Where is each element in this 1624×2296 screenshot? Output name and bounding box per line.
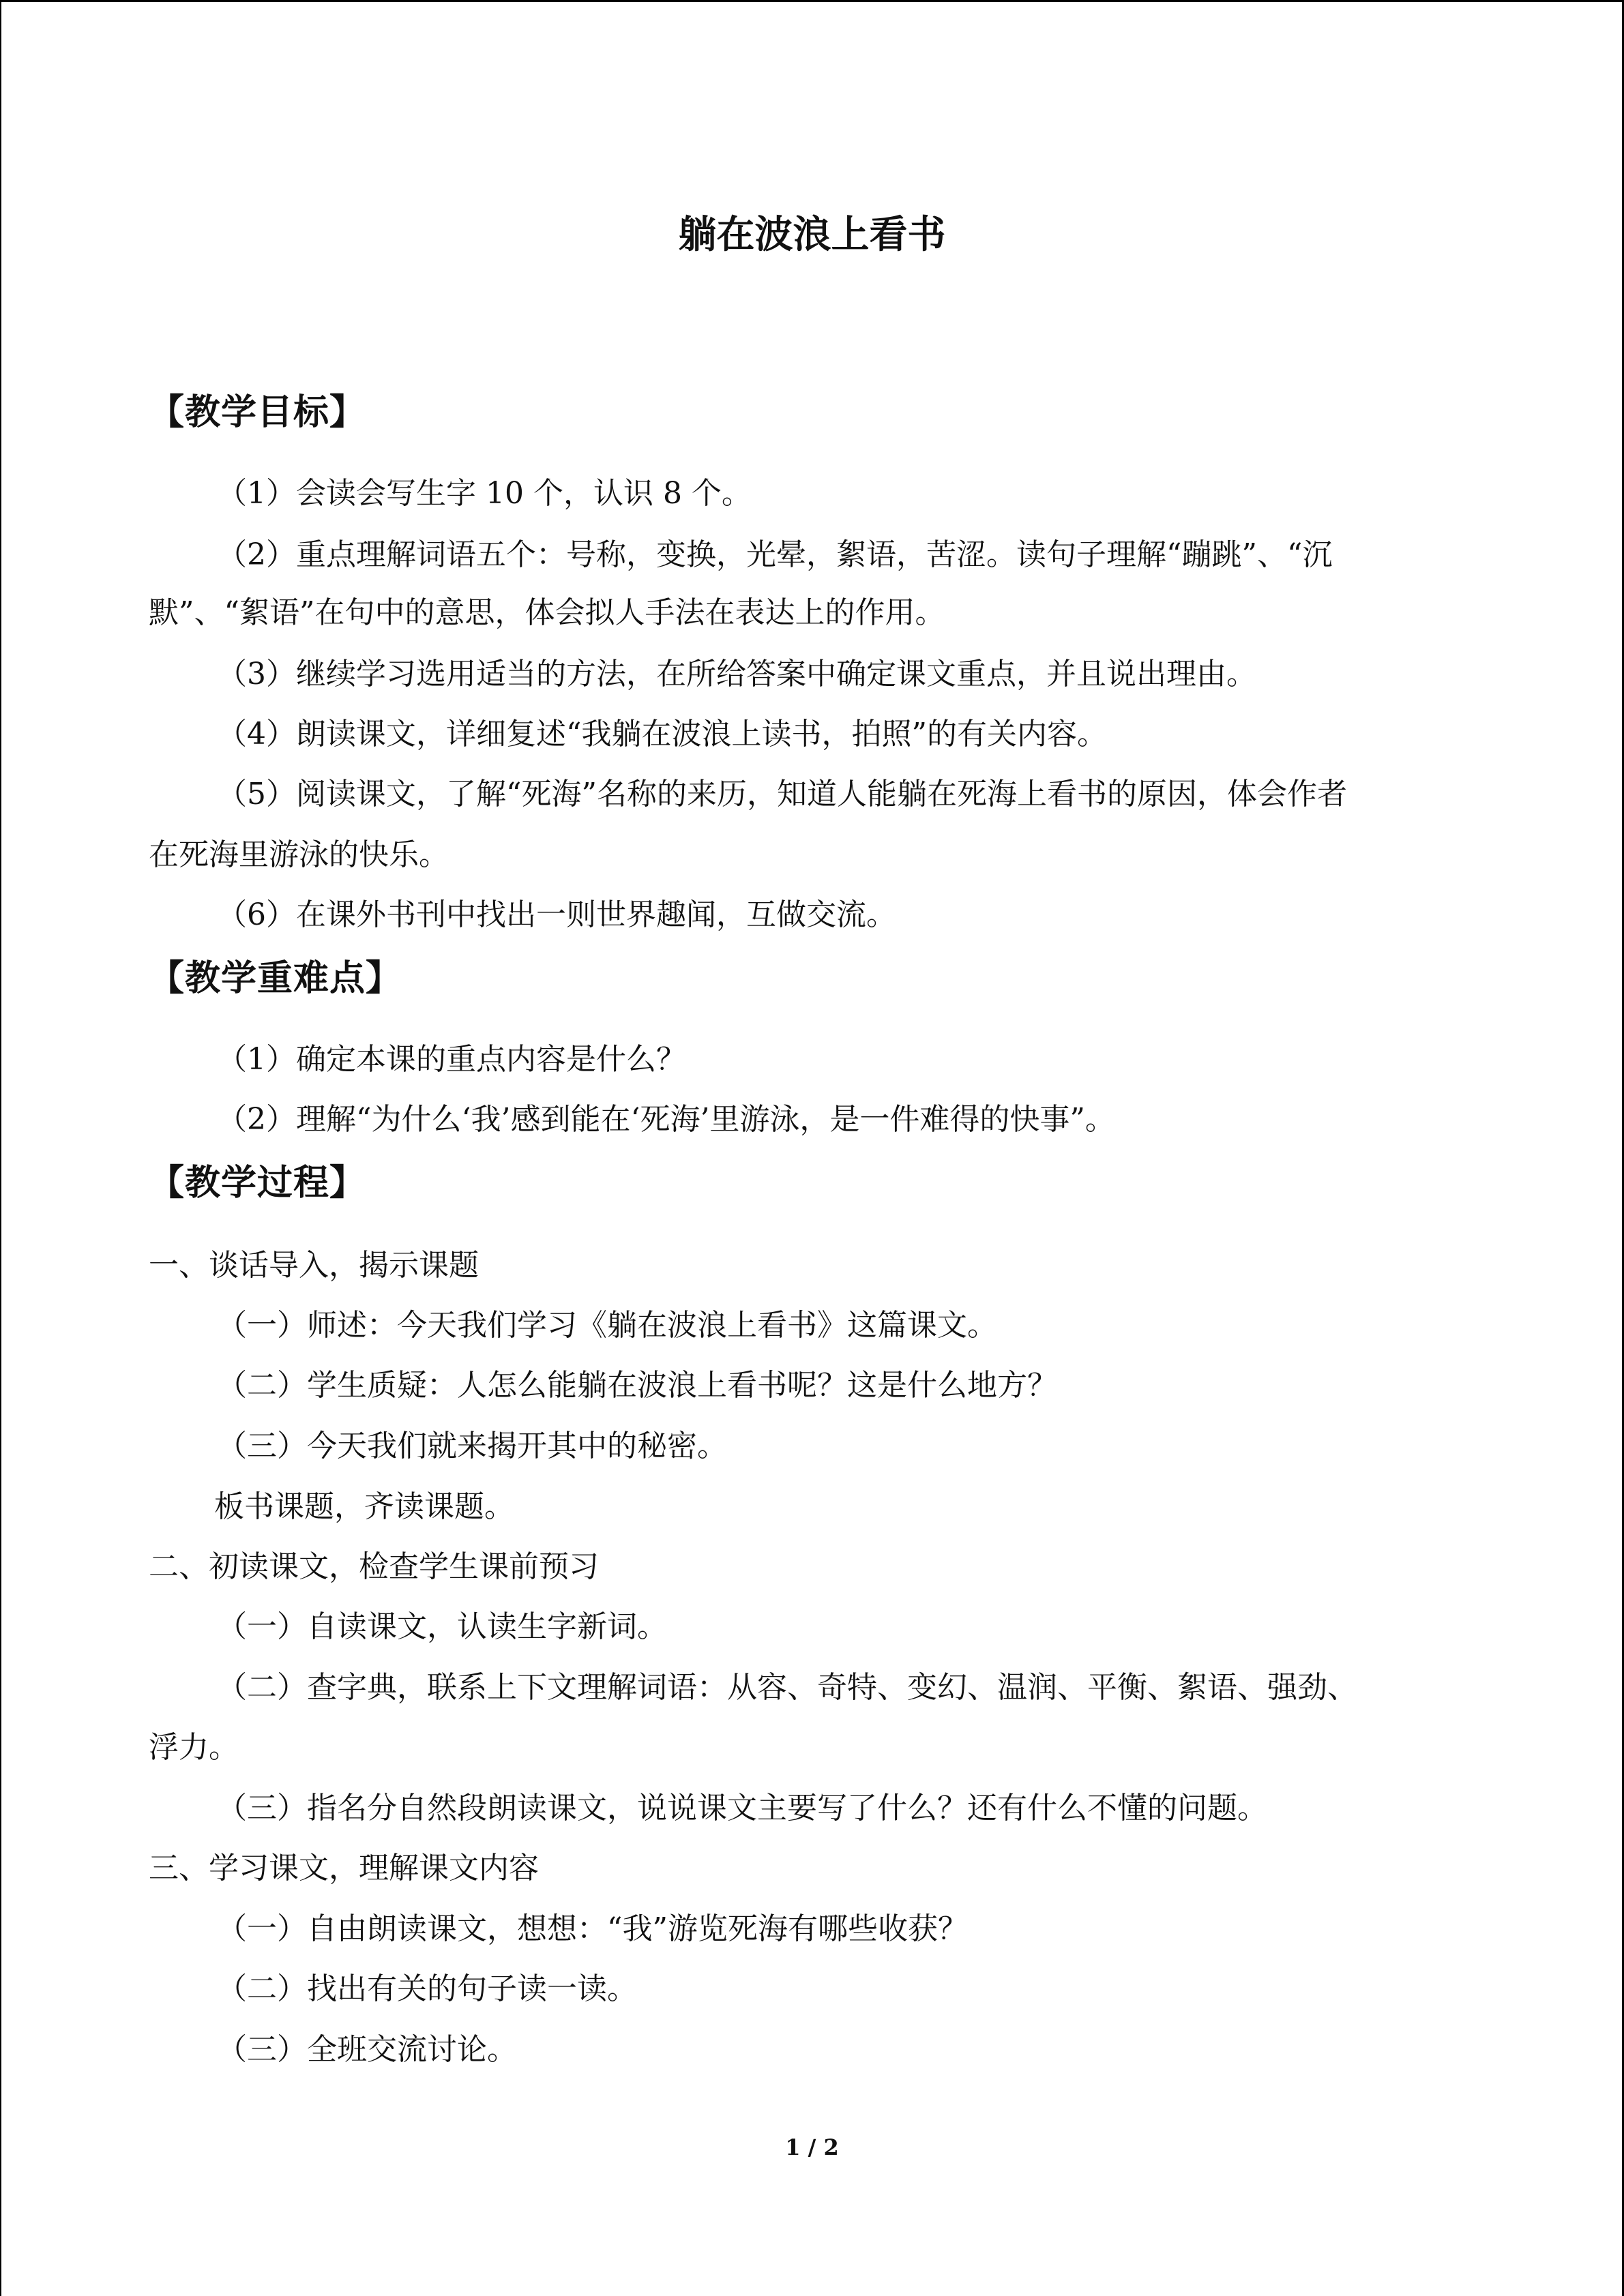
process-line: （一）师述：今天我们学习《躺在波浪上看书》这篇课文。 bbox=[217, 1308, 997, 1343]
process-line: （三）全班交流讨论。 bbox=[217, 2032, 517, 2067]
objective-item: （4）朗读课文，详细复述“我躺在波浪上读书，拍照”的有关内容。 bbox=[217, 717, 1107, 751]
page-border-top bbox=[0, 0, 1624, 2]
process-line: （二）学生质疑：人怎么能躺在波浪上看书呢？这是什么地方？ bbox=[217, 1368, 1057, 1403]
process-line: （一）自由朗读课文，想想：“我”游览死海有哪些收获？ bbox=[217, 1911, 968, 1946]
process-line: （二）查字典，联系上下文理解词语：从容、奇特、变幻、温润、平衡、絮语、强劲、 bbox=[217, 1670, 1357, 1705]
process-step-heading: 三、学习课文，理解课文内容 bbox=[149, 1851, 539, 1885]
objective-item: （2）重点理解词语五个：号称，变换，光晕，絮语，苦涩。读句子理解“蹦跳”、“沉 bbox=[217, 537, 1333, 572]
process-step-heading: 二、初读课文，检查学生课前预习 bbox=[149, 1549, 599, 1584]
page-border-left bbox=[0, 0, 1, 2296]
process-heading: 【教学过程】 bbox=[149, 1163, 366, 1204]
process-line-continuation: 浮力。 bbox=[149, 1730, 239, 1765]
key-points-heading: 【教学重难点】 bbox=[149, 958, 402, 999]
objective-item: （3）继续学习选用适当的方法，在所给答案中确定课文重点，并且说出理由。 bbox=[217, 657, 1256, 691]
process-line: （一）自读课文，认读生字新词。 bbox=[217, 1609, 667, 1644]
objective-item: （6）在课外书刊中找出一则世界趣闻，互做交流。 bbox=[217, 897, 896, 932]
page-number: 1 / 2 bbox=[785, 2134, 839, 2160]
process-line: （二）找出有关的句子读一读。 bbox=[217, 1971, 637, 2006]
objective-item: （5）阅读课文，了解“死海”名称的来历，知道人能躺在死海上看书的原因，体会作者 bbox=[217, 777, 1347, 811]
key-point-item: （1）确定本课的重点内容是什么？ bbox=[217, 1042, 686, 1077]
key-point-item: （2）理解“为什么‘我’感到能在‘死海’里游泳，是一件难得的快事”。 bbox=[217, 1102, 1115, 1137]
objective-item-continuation: 默”、“絮语”在句中的意思，体会拟人手法在表达上的作用。 bbox=[149, 595, 945, 630]
objective-item: （1）会读会写生字 10 个，认识 8 个。 bbox=[217, 476, 752, 511]
objectives-heading: 【教学目标】 bbox=[149, 392, 366, 433]
process-line: （三）指名分自然段朗读课文，说说课文主要写了什么？还有什么不懂的问题。 bbox=[217, 1791, 1267, 1825]
process-line: 板书课题，齐读课题。 bbox=[214, 1489, 514, 1524]
process-line: （三）今天我们就来揭开其中的秘密。 bbox=[217, 1429, 727, 1463]
process-step-heading: 一、谈话导入，揭示课题 bbox=[149, 1248, 479, 1283]
page-title: 躺在波浪上看书 bbox=[678, 213, 946, 257]
objective-item-continuation: 在死海里游泳的快乐。 bbox=[149, 837, 449, 872]
